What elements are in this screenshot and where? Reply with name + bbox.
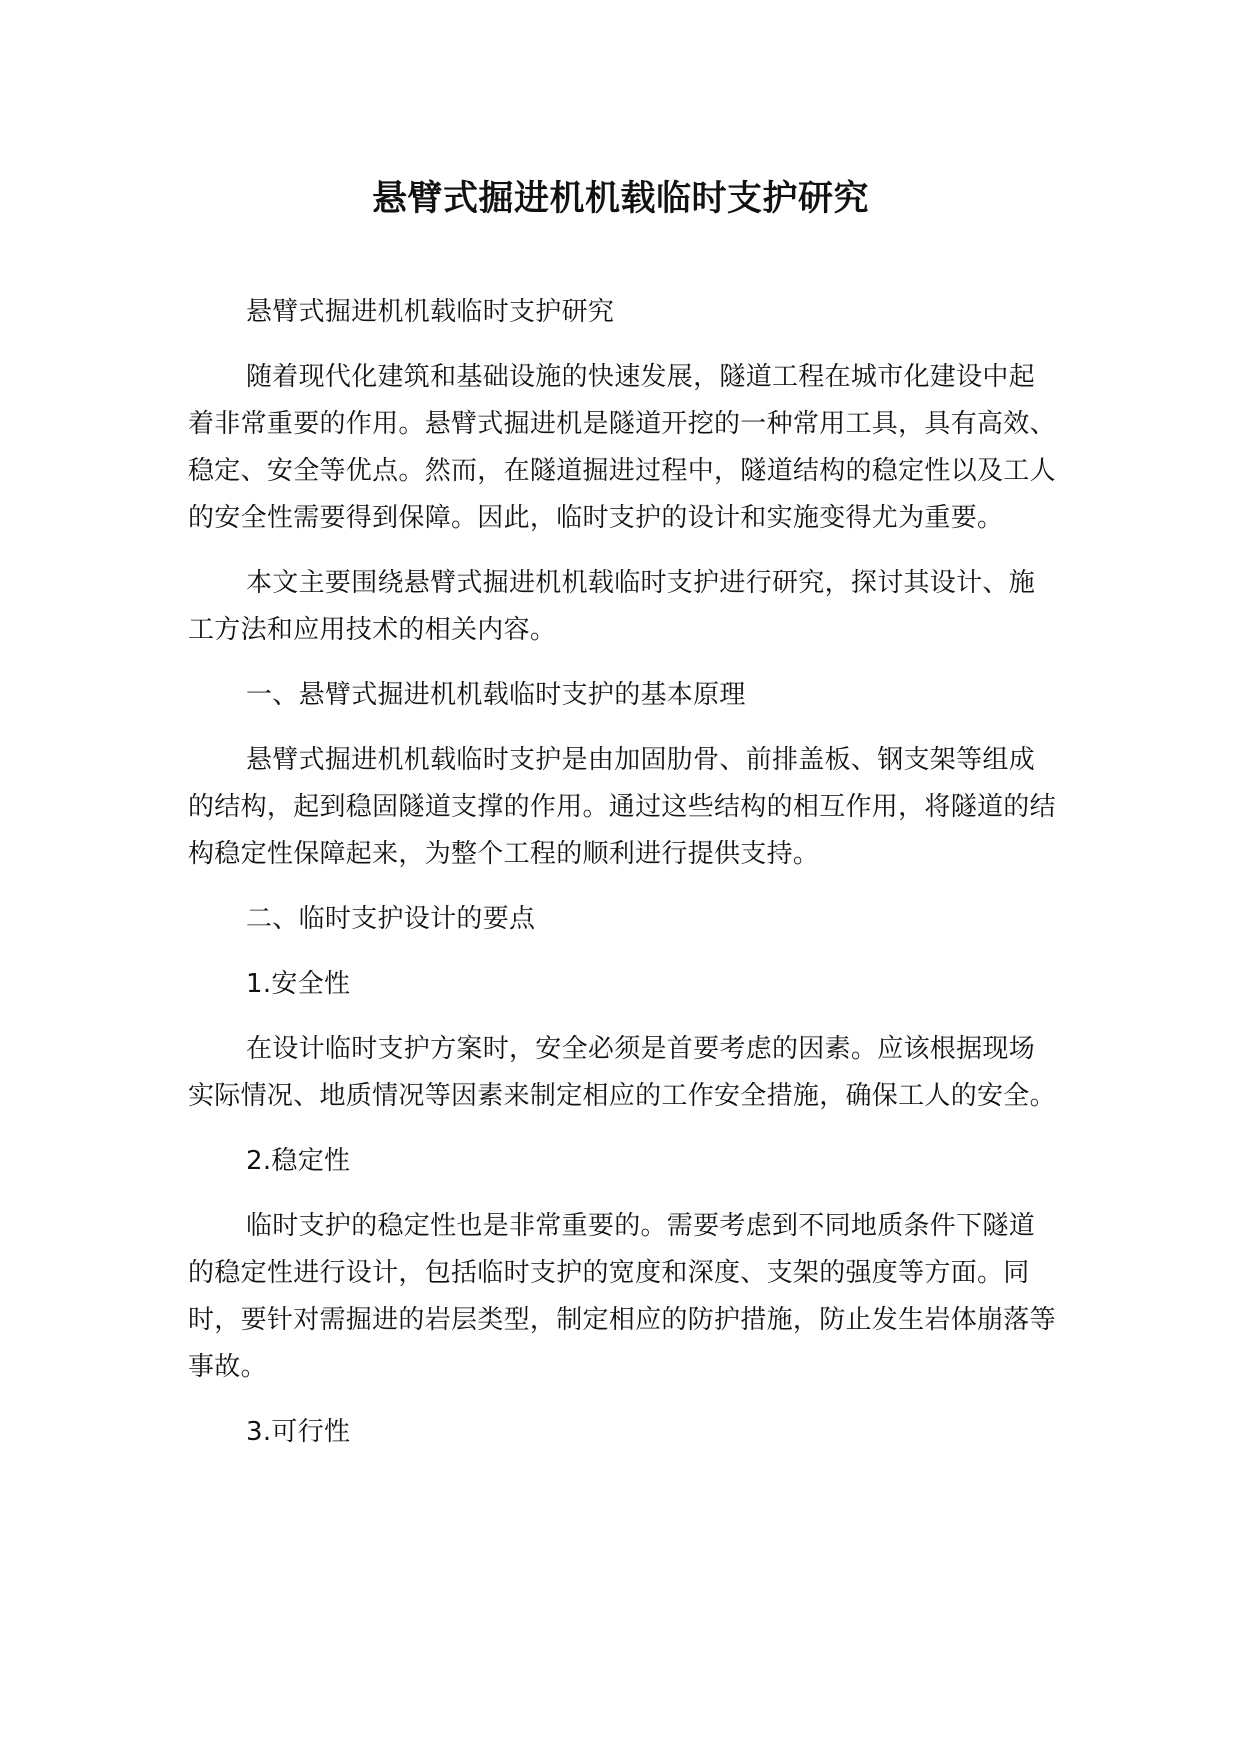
document-title: 悬臂式掘进机机载临时支护研究 bbox=[371, 179, 869, 219]
subheading-feasibility: 3.可行性 bbox=[246, 1417, 351, 1447]
stability-paragraph: 临时支护的稳定性也是非常重要的。需要考虑到不同地质条件下隧道的稳定性进行设计，包括临时支护的宽度和深度、支架的强度等方面。同时，要针对需掘进的岩层类型，制定相应的防护措施，防止发生岩体崩落等事故。 bbox=[188, 1211, 1056, 1382]
scope-paragraph: 本文主要围绕悬臂式掘进机机载临时支护进行研究，探讨其设计、施工方法和应用技术的相关内容。 bbox=[188, 568, 1036, 645]
subheading-stability: 2.稳定性 bbox=[246, 1146, 351, 1176]
section-1-paragraph: 悬臂式掘进机机载临时支护是由加固肋骨、前排盖板、钢支架等组成的结构，起到稳固隧道支撑的作用。通过这些结构的相互作用，将隧道的结构稳定性保障起来，为整个工程的顺利进行提供支持。 bbox=[188, 745, 1056, 869]
document-body bbox=[188, 289, 1058, 1474]
section-heading-2: 二、临时支护设计的要点 bbox=[246, 904, 536, 934]
intro-paragraph: 随着现代化建筑和基础设施的快速发展，隧道工程在城市化建设中起着非常重要的作用。悬臂式掘进机是隧道开挖的一种常用工具，具有高效、稳定、安全等优点。然而，在隧道掘进过程中，隧道结构的稳定性以及工人的安全性需要得到保障。因此，临时支护的设计和实施变得尤为重要。 bbox=[188, 362, 1056, 533]
subtitle-paragraph: 悬臂式掘进机机载临时支护研究 bbox=[246, 297, 615, 327]
subheading-safety: 1.安全性 bbox=[246, 969, 351, 999]
safety-paragraph: 在设计临时支护方案时，安全必须是首要考虑的因素。应该根据现场实际情况、地质情况等因素来制定相应的工作安全措施，确保工人的安全。 bbox=[188, 1034, 1056, 1111]
section-heading-1: 一、悬臂式掘进机机载临时支护的基本原理 bbox=[246, 680, 746, 710]
